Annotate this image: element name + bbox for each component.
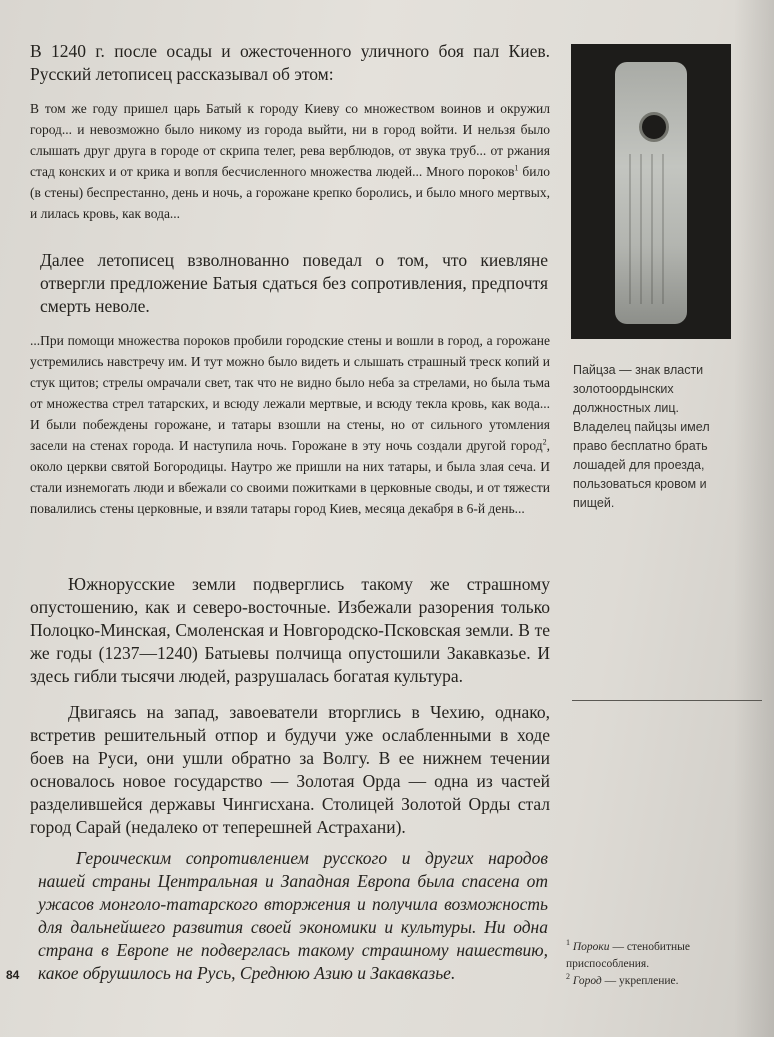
paragraph-golden-horde: Двигаясь на запад, завоеватели вторглись в Чехию, однако, встретив решительный отпор и будучи уже ослабленными в ходе боев на Руси, они ушли обратно за Волгу. В ее нижнем течении основалось новое государство — Золотая Орда — одна из частей разделившейся державы Чингисхана. Столицей Золотой Орды стал город Сарай (недалеко от теперешней Астрахани). — [30, 702, 550, 837]
quote-2-text-after: , около церкви святой Богородицы. Наутро же пришли на них татары, и была злая сеча. И стали изнемогать люди и вбежали со своими пожитками в церковные своды, и от тяжести повалились стены церковные, и взяли татары город Киев, месяца декабря в 6-й день... — [30, 438, 550, 516]
chronicle-quote-2 — [30, 330, 550, 519]
quote-1-text: В том же году пришел царь Батый к городу Киеву со множеством воинов и окружил город... и невозможно было никому из города выйти, ни в город войти. И нельзя было слышать друг друга в городе от скрипа телег, рева верблюдов, от звука труб... от ржания стад конских и от крика и вопля бесчисленного множества людей... Много пороков — [30, 101, 550, 179]
page-number: 84 — [6, 968, 20, 982]
middle-paragraph: Далее летописец взволнованно поведал о том, что киевляне отвергли предложение Батыя сдаться без сопротивления, предпочтя смерть неволе. — [40, 250, 548, 316]
footnotes — [566, 939, 726, 990]
intro-paragraph: В 1240 г. после осады и ожесточенного уличного боя пал Киев. Русский летописец рассказывал об этом: — [30, 41, 550, 84]
quote-2-text: ...При помощи множества пороков пробили городские стены и вошли в город, а горожане устремились навстречу им. И тут можно было видеть и слышать страшный треск копий и стук щитов; стрелы омрачали свет, так что не видно было неба за стрелами, но была тьма от множества стрел татарских, и всюду лежали мертвые, и всюду текла кровь, как вода... И были побеждены горожане, и татары взошли на стены, но от сильного утомления засели на стенах города. И наступила ночь. Горожане в эту ночь создали другой город — [30, 333, 550, 453]
footnote-divider — [572, 700, 762, 701]
chronicle-quote-1 — [30, 98, 550, 224]
footnote-1-definition: — стенобитные приспособления. — [566, 941, 690, 970]
quote-1-text-after: било (в стены) беспрестанно, день и ночь, а горожане крепко боролись, и было много мертвых, и лилась кровь, как вода... — [30, 164, 550, 221]
footnote-2-definition: — укрепление. — [601, 975, 679, 987]
footnote-2-number: 2 — [566, 972, 570, 982]
paiza-photo — [571, 44, 731, 339]
page-edge-shadow — [734, 0, 774, 1037]
footnote-ref-2: 2 — [542, 437, 547, 447]
footnote-2 — [566, 973, 726, 990]
photo-caption: Пайцза — знак власти золотоордынских должностных лиц. Владелец пайцзы имел право бесплатно брать лошадей для проезда, пользоваться кровом и пищей. — [573, 363, 710, 510]
paiza-tablet-image — [615, 62, 687, 324]
footnote-1-number: 1 — [566, 938, 570, 948]
paiza-inscription — [629, 154, 673, 304]
footnote-ref-1: 1 — [514, 163, 519, 173]
footnote-1-term: Пороки — [572, 941, 610, 953]
footnote-1 — [566, 939, 726, 973]
paragraph-south-lands: Южнорусские земли подверглись такому же страшному опустошению, как и северо-восточные. Избежали разорения только Полоцко-Минская, Смоленская и Новгородско-Псковская земли. В те же годы (1237—1240) Батыевы полчища опустошили Закавказье. И здесь гибли тысячи людей, разрушалась богатая культура. — [30, 574, 550, 686]
conclusion-paragraph: Героическим сопротивлением русского и других народов нашей страны Центральная и Западная Европа была спасена от ужасов монголо-татарского вторжения и получила возможность для дальнейшего развития своей экономики и культуры. Ни одна страна в Европе не подверглась такому страшному нашествию, какое обрушилось на Русь, Среднюю Азию и Закавказье. — [38, 848, 548, 983]
footnote-2-term: Город — [572, 975, 602, 987]
paiza-hole — [639, 112, 669, 142]
